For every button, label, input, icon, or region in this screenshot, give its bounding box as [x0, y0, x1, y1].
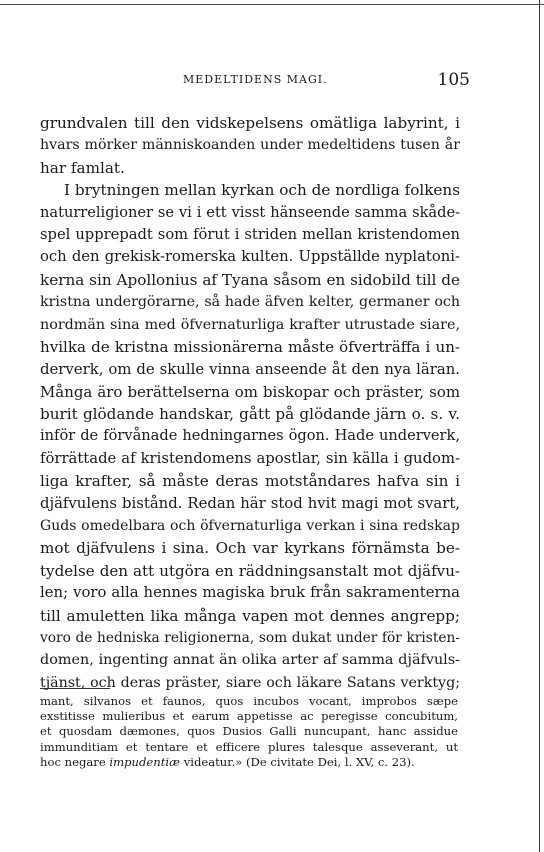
- running-title: MEDELTIDENS MAGI.: [183, 73, 328, 86]
- text-line: kristna undergörarne, så hade äfven kelter, germaner och: [40, 294, 460, 311]
- text-line: tjänst, och deras präster, siare och läkare Satans verktyg;: [40, 674, 460, 691]
- text-line: och den grekisk-romerska kulten. Uppställde nyplatoni-: [40, 248, 460, 266]
- text-line: burit glödande handskar, gått på glödande järn o. s. v.: [40, 405, 460, 424]
- text-line: hvars mörker människoanden under medeltidens tusen år: [40, 137, 460, 154]
- main-text: [40, 112, 460, 694]
- text-line: har famlat.: [40, 158, 125, 177]
- text-line: tydelse den att utgöra en räddningsanstalt mot djäfvu-: [40, 561, 460, 580]
- footnote-line: mant, silvanos et faunos, quos incubos vocant, improbos sæpe: [40, 694, 458, 708]
- footnote-line: immunditiam et tentare et efficere plures talesque asseverant, ut: [40, 739, 458, 754]
- text-line: mot djäfvulens i sina. Och var kyrkans förnämsta be-: [40, 539, 460, 558]
- footnote-divider: [40, 688, 110, 689]
- text-line: Guds omedelbara och öfvernaturliga verkan i sina redskap: [40, 518, 460, 535]
- text-line: inför de förvånade hedningarnes ögon. Hade underverk,: [40, 427, 460, 445]
- footnote-line: exstitisse mulieribus et earum appetisse ac peregisse concubitum,: [40, 709, 458, 724]
- text-line: förrättade af kristendomens apostlar, sin källa i gudom-: [40, 449, 460, 467]
- footnote-line: [40, 755, 458, 770]
- text-line: Många äro berättelserna om biskopar och präster, som: [40, 382, 460, 401]
- footnote-text: hoc negare: [40, 754, 106, 769]
- text-line: djäfvulens bistånd. Redan här stod hvit magi mot svart,: [40, 494, 460, 512]
- text-line: spel upprepadt som förut i striden mellan kristendomen: [40, 225, 460, 243]
- text-line: kerna sin Apollonius af Tyana såsom en sidobild till de: [40, 270, 460, 289]
- text-line: hvilka de kristna missionärerna måste öfverträffa i un-: [40, 337, 460, 356]
- footnote-italic-word: impudentiæ: [109, 754, 180, 769]
- text-line: domen, ingenting annat än olika arter af samma djäfvuls-: [40, 652, 460, 669]
- text-line: derverk, om de skulle vinna anseende åt den nya läran.: [40, 360, 460, 379]
- footnote-line: et quosdam dæmones, quos Dusios Galli nuncupant, hanc assidue: [40, 724, 458, 739]
- text-line: I brytningen mellan kyrkan och de nordliga folkens: [64, 181, 460, 200]
- text-line: liga krafter, så måste deras motståndares hafva sin i: [40, 472, 460, 491]
- text-line: nordmän sina med öfvernaturliga krafter utrustade siare,: [40, 316, 460, 333]
- footnote: [40, 694, 458, 770]
- text-line: grundvalen till den vidskepelsens omätliga labyrint, i: [40, 114, 460, 132]
- text-line: voro de hedniska religionerna, som dukat under för kristen-: [40, 629, 460, 646]
- page-top-edge: [0, 4, 544, 5]
- running-header: [40, 70, 470, 92]
- footnote-text: videatur.» (De civitate Dei, l. XV, c. 23).: [183, 754, 415, 769]
- text-line: naturreligioner se vi i ett visst hänseende samma skåde-: [40, 203, 460, 221]
- text-line: till amuletten lika många vapen mot dennes angrepp;: [40, 606, 460, 625]
- page-right-edge: [539, 0, 540, 852]
- text-line: len; voro alla hennes magiska bruk från sakramenterna: [40, 584, 460, 602]
- page-number: 105: [437, 70, 470, 90]
